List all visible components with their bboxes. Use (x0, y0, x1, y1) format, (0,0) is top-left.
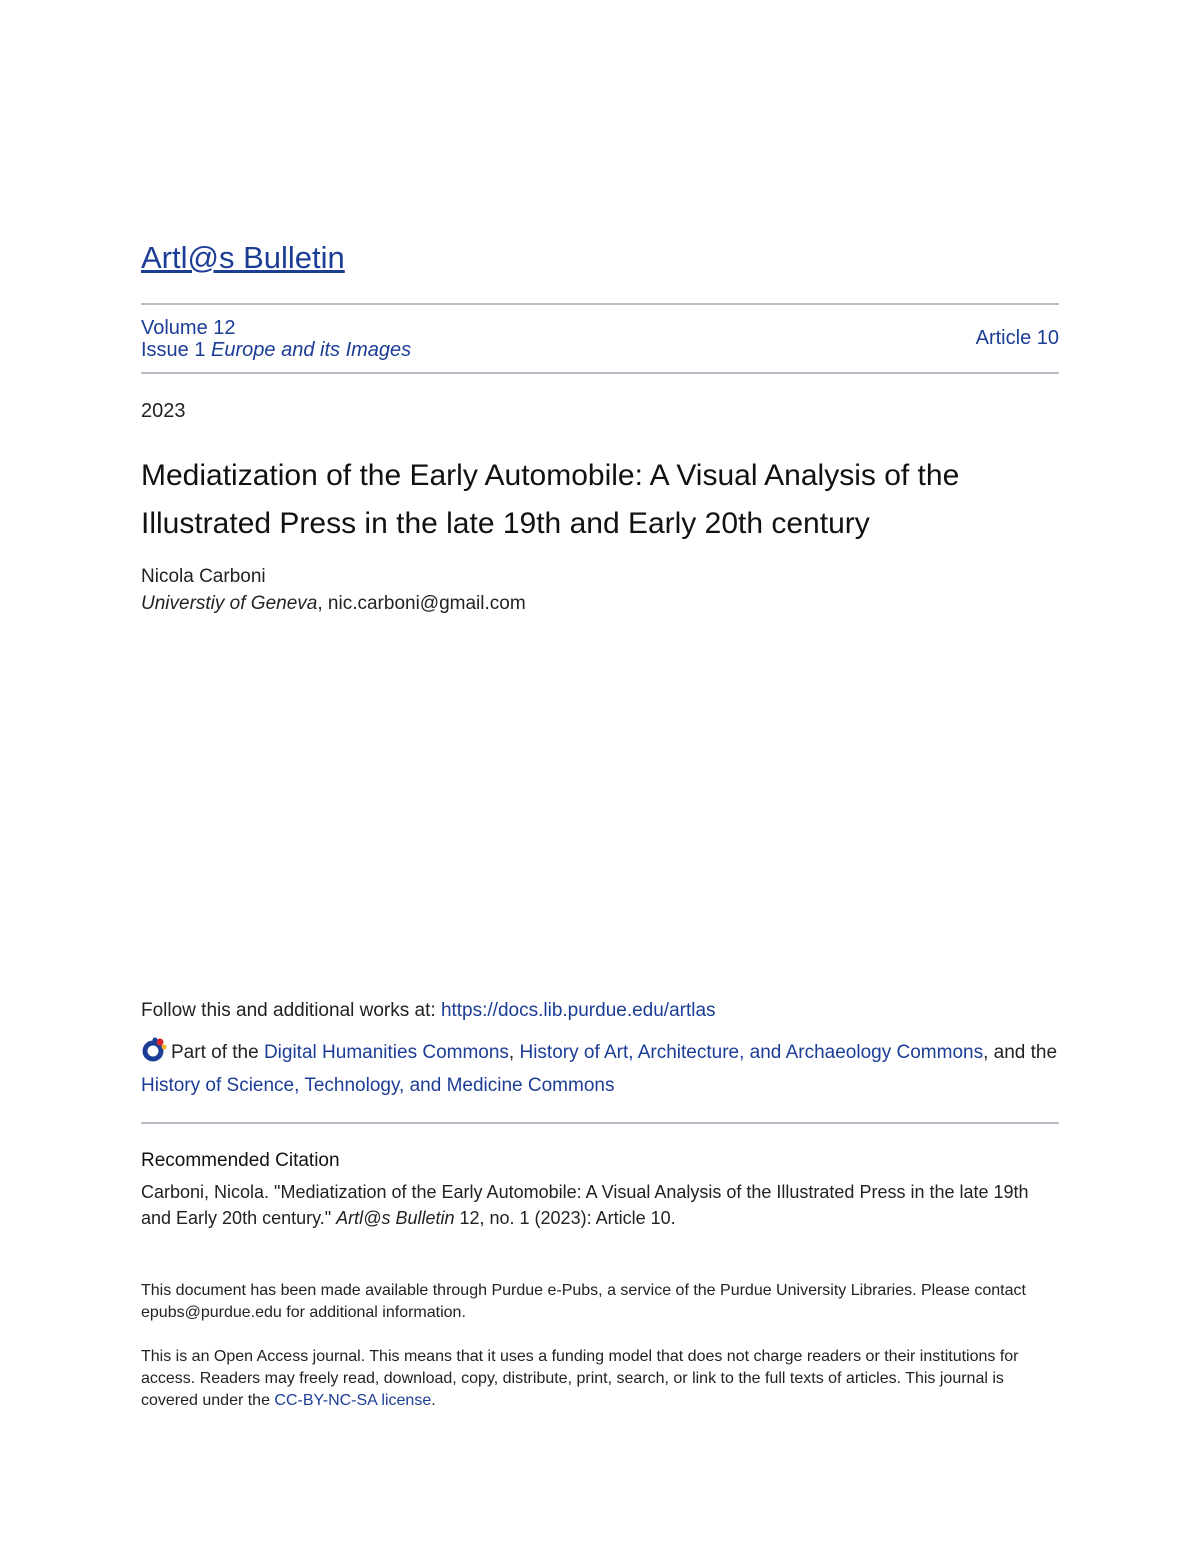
part-of-sep-2: , and the (983, 1042, 1058, 1063)
history-of-art-commons-link[interactable]: History of Art, Architecture, and Archaeology Commons (519, 1042, 984, 1063)
citation-divider (141, 1122, 1059, 1124)
citation-text (141, 1179, 1059, 1231)
license-link[interactable]: CC-BY-NC-SA license (274, 1392, 432, 1409)
follow-text: Follow this and additional works at: (141, 1000, 441, 1021)
availability-notice: This document has been made available through Purdue e-Pubs, a service of the Purdue University Libraries. Please contact epubs@purdue.edu for additional information. (141, 1282, 1026, 1321)
article-link[interactable]: Article 10 (975, 327, 1059, 349)
open-access-notice (141, 1346, 1059, 1412)
issue-number: Issue 1 (141, 339, 206, 361)
digital-humanities-commons-link[interactable]: Digital Humanities Commons (263, 1042, 509, 1063)
volume-link[interactable]: Volume 12 (141, 317, 236, 339)
affiliation-institution: Universtiy of Geneva (141, 593, 318, 614)
open-access-end: . (431, 1392, 436, 1409)
author-email: nic.carboni@gmail.com (327, 593, 526, 614)
citation-heading: Recommended Citation (141, 1150, 340, 1171)
publication-year: 2023 (141, 400, 186, 422)
issue-line (141, 339, 411, 361)
author-name: Nicola Carboni (141, 566, 266, 587)
top-divider (141, 303, 1059, 305)
open-access-text: This is an Open Access journal. This means that it uses a funding model that does not charge readers or their institutions for access. Readers may freely read, download, copy, distribute, print, search, or link to the full texts of articles. This journal is covered under the (141, 1348, 1019, 1409)
citation-end: 12, no. 1 (2023): Article 10. (454, 1208, 676, 1228)
volume-line (141, 317, 236, 339)
issue-title: Europe and its Images (211, 339, 412, 361)
issue-link[interactable] (141, 339, 411, 361)
collection-url-link[interactable]: https://docs.lib.purdue.edu/artlas (440, 1000, 716, 1021)
history-of-science-commons-link[interactable]: History of Science, Technology, and Medicine Commons (141, 1075, 615, 1096)
citation-journal: Artl@s Bulletin (336, 1208, 455, 1228)
citation-start: Carboni, Nicola. "Mediatization of the Early Automobile: A Visual Analysis of the Illustrated Press in the late 19th and Early 20th century." (141, 1182, 1029, 1228)
second-divider (141, 372, 1059, 374)
part-of-sep-1: , (508, 1042, 520, 1063)
part-of-prefix: Part of the (171, 1042, 264, 1063)
affiliation-separator: , (317, 593, 328, 614)
author-affiliation (141, 593, 526, 615)
part-of-line (141, 1036, 1061, 1102)
follow-line (141, 1000, 716, 1022)
commons-network-logo (141, 1037, 167, 1063)
article-title: Mediatization of the Early Automobile: A Visual Analysis of the Illustrated Press in the late 19th and Early 20th century (141, 459, 960, 540)
journal-title-link[interactable]: Artl@s Bulletin (141, 240, 345, 275)
